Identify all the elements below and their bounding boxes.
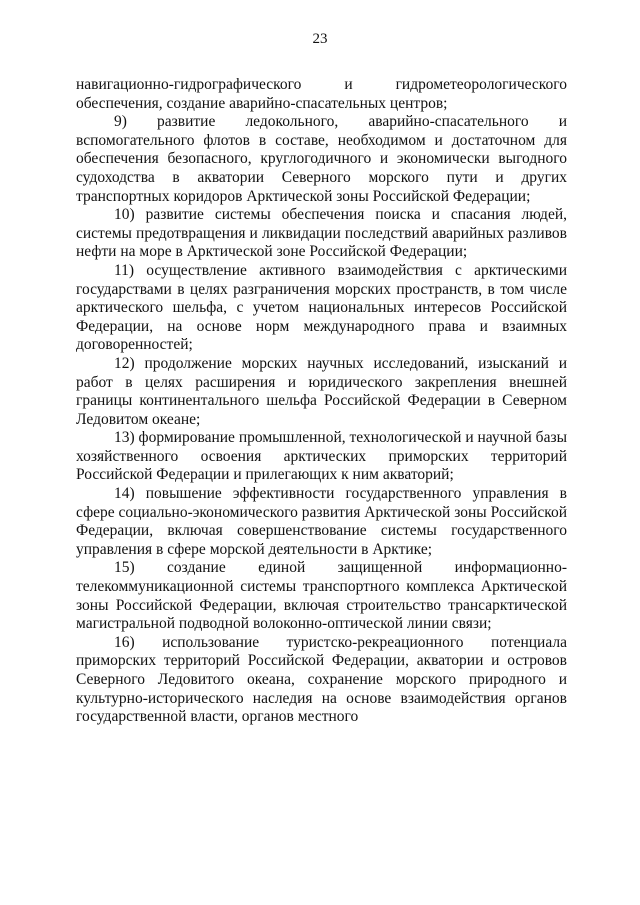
paragraph-item-10: 10) развитие системы обеспечения поиска и спасания людей, системы предотвращения и ликвидации последствий аварийных разливов нефти на море в Арктической зоне Российской Федерации; — [76, 206, 567, 261]
page-number: 23 — [312, 31, 328, 47]
document-body — [76, 76, 567, 727]
paragraph-item-9: 9) развитие ледокольного, аварийно-спасательного и вспомогательного флотов в составе, необходимом и достаточном для обеспечения безопасного, круглогодичного и экономически выгодного судоходства в акватории Северного морского пути и других транспортных коридоров Арктической зоны Российской Федерации; — [76, 113, 567, 205]
paragraph-item-12: 12) продолжение морских научных исследований, изысканий и работ в целях расширения и юридического закрепления внешней границы континентального шельфа Российской Федерации в Северном Ледовитом океане; — [76, 354, 567, 428]
paragraph-continuation: навигационно-гидрографического и гидрометеорологического обеспечения, создание аварийно-спасательных центров; — [76, 76, 567, 112]
paragraph-item-11: 11) осуществление активного взаимодействия с арктическими государствами в целях разграничения морских пространств, в том числе арктического шельфа, с учетом национальных интересов Российской Федерации, на основе норм международного права и взаимных договоренностей; — [76, 261, 567, 354]
paragraph-item-13: 13) формирование промышленной, технологической и научной базы хозяйственного освоения арктических приморских территорий Российской Федерации и прилегающих к ним акваторий; — [76, 429, 567, 484]
paragraph-item-14: 14) повышение эффективности государственного управления в сфере социально-экономического развития Арктической зоны Российской Федерации, включая совершенствование системы государственного управления в сфере морской деятельности в Арктике; — [76, 485, 567, 558]
paragraph-item-15: 15) создание единой защищенной информационно-телекоммуникационной системы транспортного комплекса Арктической зоны Российской Федерации, включая строительство трансарктической магистральной подводной волоконно-оптической линии связи; — [76, 559, 567, 633]
paragraph-item-16: 16) использование туристско-рекреационного потенциала приморских территорий Российской Федерации, акватории и островов Северного Ледовитого океана, сохранение морского природного и культурно-исторического наследия на основе взаимодействия органов государственной власти, органов местного — [76, 633, 567, 726]
